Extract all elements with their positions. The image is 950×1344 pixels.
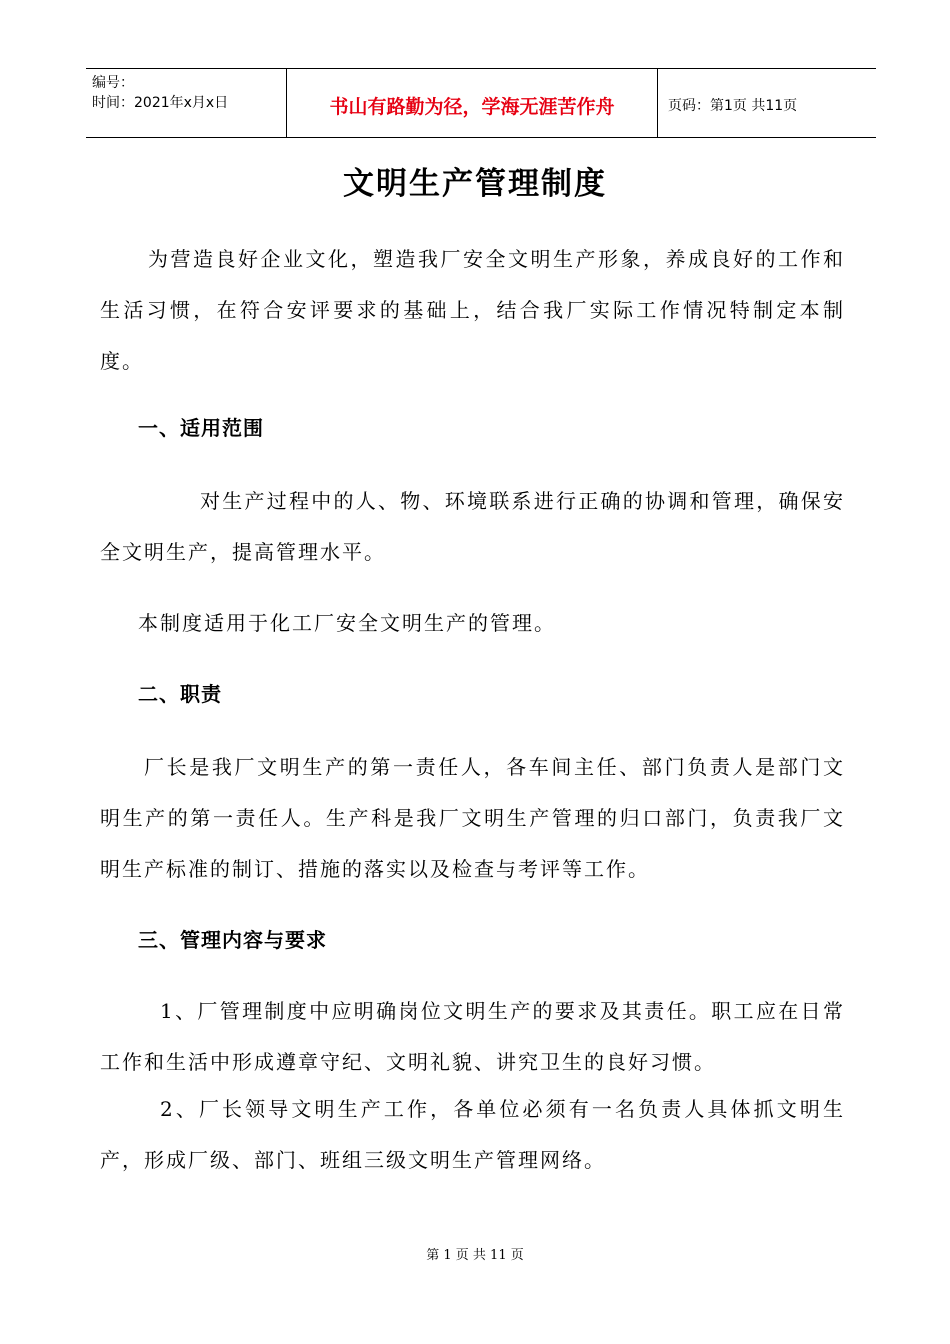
document-number-label: 编号： <box>92 75 134 91</box>
section-2-paragraph-1: 厂长是我厂文明生产的第一责任人，各车间主任、部门负责人是部门文明生产的第一责任人。生产科是我厂文明生产管理的归口部门，负责我厂文明生产标准的制订、措施的落实以及检查与考评等工作。 <box>100 755 845 881</box>
section-1-paragraph-1: 对生产过程中的人、物、环境联系进行正确的协调和管理，确保安全文明生产，提高管理水平。 <box>100 489 845 564</box>
section-3-heading: 三、管理内容与要求 <box>138 928 327 952</box>
section-2-heading: 二、职责 <box>138 682 222 706</box>
section-1-heading: 一、适用范围 <box>138 416 264 440</box>
header-page-number: 页码：第1页 共11页 <box>668 98 798 114</box>
section-1-paragraph-2: 本制度适用于化工厂安全文明生产的管理。 <box>138 611 556 635</box>
header-meta <box>86 69 286 137</box>
page-header <box>86 68 876 138</box>
intro-paragraph: 为营造良好企业文化，塑造我厂安全文明生产形象，养成良好的工作和生活习惯，在符合安评要求的基础上，结合我厂实际工作情况特制定本制度。 <box>100 247 845 373</box>
document-title: 文明生产管理制度 <box>343 166 607 202</box>
page-footer: 第 1 页 共 11 页 <box>426 1248 524 1263</box>
section-3-item-2: 2、厂长领导文明生产工作，各单位必须有一名负责人具体抓文明生产，形成厂级、部门、班组三级文明生产管理网络。 <box>100 1097 845 1172</box>
document-time-label: 时间：2021年x月x日 <box>92 95 229 111</box>
section-3-item-1: 1、厂管理制度中应明确岗位文明生产的要求及其责任。职工应在日常工作和生活中形成遵章守纪、文明礼貌、讲究卫生的良好习惯。 <box>100 999 845 1074</box>
header-motto: 书山有路勤为径，学海无涯苦作舟 <box>286 69 658 137</box>
